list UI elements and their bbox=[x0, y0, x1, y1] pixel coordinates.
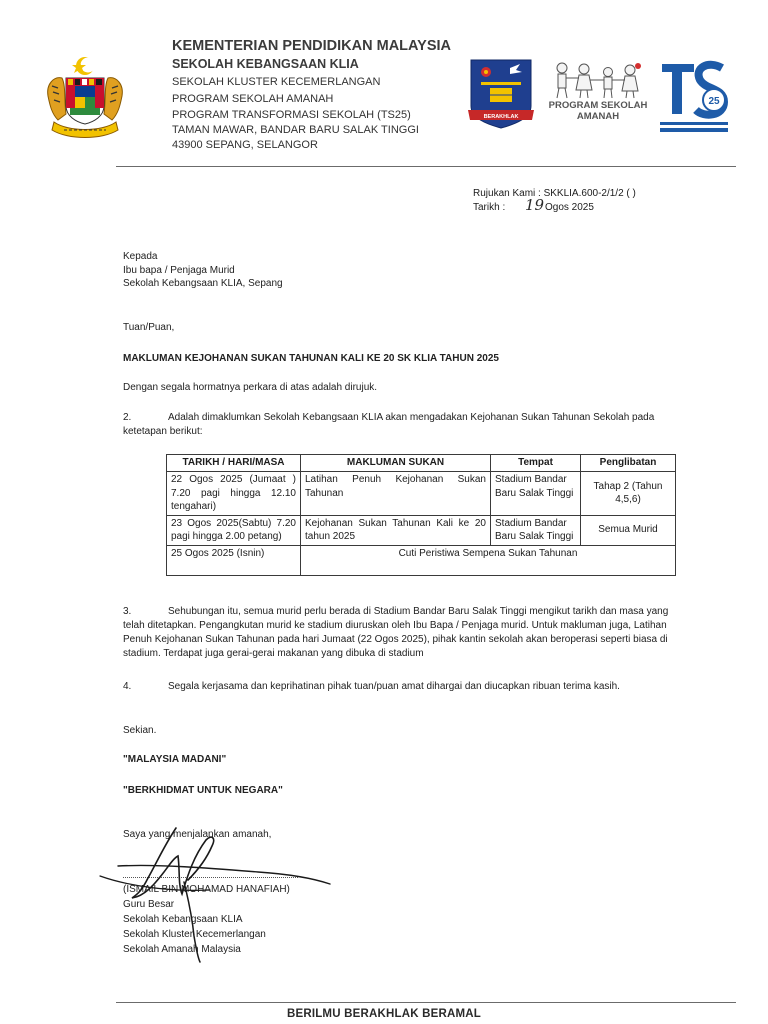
badge-ribbon-text: BERAKHLAK bbox=[483, 114, 519, 120]
table-cell-date: 25 Ogos 2025 (Isnin) bbox=[167, 545, 301, 575]
paragraph-number: 4. bbox=[123, 681, 132, 692]
reference-sentence: Dengan segala hormatnya perkara di atas adalah dirujuk. bbox=[123, 382, 378, 393]
footer-motto: BERILMU BERAKHLAK BERAMAL bbox=[286, 1008, 482, 1020]
table-cell-date: 22 Ogos 2025 (Jumaat ) 7.20 pagi hingga 12.10 tengahari) bbox=[167, 472, 301, 516]
svg-text:25: 25 bbox=[708, 96, 720, 107]
signatory-school: Sekolah Kebangsaan KLIA bbox=[123, 914, 243, 925]
letter-subject: MAKLUMAN KEJOHANAN SUKAN TAHUNAN KALI KE 20 SK KLIA TAHUN 2025 bbox=[123, 353, 499, 364]
table-row bbox=[167, 515, 676, 545]
letterhead-line: SEKOLAH KLUSTER KECEMERLANGAN bbox=[172, 76, 381, 88]
salutation: Tuan/Puan, bbox=[123, 322, 175, 333]
column-header: MAKLUMAN SUKAN bbox=[301, 455, 491, 472]
malaysia-coat-of-arms-logo bbox=[44, 56, 126, 140]
letterhead-line: TAMAN MAWAR, BANDAR BARU SALAK TINGGI bbox=[172, 124, 419, 136]
paragraph-2-text: Adalah dimaklumkan Sekolah Kebangsaan KLIA akan mengadakan Kejohanan Sukan Tahunan Sekolah pada ketetapan berikut: bbox=[123, 412, 655, 437]
table-header-row bbox=[167, 455, 676, 472]
table-cell-participation: Semua Murid bbox=[581, 515, 676, 545]
date-label: Tarikh : bbox=[473, 202, 506, 213]
motto-malaysia-madani: "MALAYSIA MADANI" bbox=[123, 754, 227, 765]
table-row bbox=[167, 545, 676, 575]
column-header: Penglibatan bbox=[581, 455, 676, 472]
schedule-table bbox=[166, 454, 676, 576]
letterhead-line: PROGRAM TRANSFORMASI SEKOLAH (TS25) bbox=[172, 109, 411, 121]
signatory-title: Guru Besar bbox=[123, 899, 175, 910]
school-badge-logo bbox=[466, 58, 536, 134]
signatory-amanah: Sekolah Amanah Malaysia bbox=[123, 944, 241, 955]
letterhead-line: PROGRAM SEKOLAH AMANAH bbox=[172, 93, 334, 105]
table-cell-place: Stadium Bandar Baru Salak Tinggi bbox=[491, 515, 581, 545]
table-cell-date: 23 Ogos 2025(Sabtu) 7.20 pagi hingga 2.00 petang) bbox=[167, 515, 301, 545]
column-header: Tempat bbox=[491, 455, 581, 472]
table-cell-place: Stadium Bandar Baru Salak Tinggi bbox=[491, 472, 581, 516]
ministry-name: KEMENTERIAN PENDIDIKAN MALAYSIA bbox=[172, 38, 452, 54]
school-name: SEKOLAH KEBANGSAAN KLIA bbox=[172, 57, 359, 71]
motto-berkhidmat: "BERKHIDMAT UNTUK NEGARA" bbox=[123, 785, 283, 796]
table-cell-participation: Tahap 2 (Tahun 4,5,6) bbox=[581, 472, 676, 516]
trust-line: Saya yang menjalankan amanah, bbox=[123, 829, 272, 840]
signatory-name: (ISMAIL BIN MOHAMAD HANAFIAH) bbox=[123, 884, 290, 895]
table-cell-note: Cuti Peristiwa Sempena Sukan Tahunan bbox=[301, 545, 676, 575]
handwritten-signature bbox=[98, 812, 348, 964]
letterhead-line: 43900 SEPANG, SELANGOR bbox=[172, 139, 318, 151]
recipient-line: Sekolah Kebangsaan KLIA, Sepang bbox=[123, 278, 283, 289]
recipient-line: Ibu bapa / Penjaga Murid bbox=[123, 265, 235, 276]
date-day-handwritten: 19 bbox=[525, 196, 545, 214]
paragraph-3-text: Sehubungan itu, semua murid perlu berada di Stadium Bandar Baru Salak Tinggi mengikut tarikh dan masa yang telah ditetapkan. Pengangkutan murid ke stadium diuruskan oleh Ibu Bapa / Penjaga murid. Untuk makluman juga, Latihan Penuh Kejohanan Sukan Tahunan pada hari Jumaat (22 Ogos 2025), pihak kantin sekolah akan beroperasi seperti biasa di stadium. Terdapat juga gerai-gerai makanan yang dibuka di stadium bbox=[123, 606, 669, 659]
paragraph-number: 2. bbox=[123, 412, 132, 423]
date-month-year: Ogos 2025 bbox=[545, 202, 594, 213]
amanah-logo-text: PROGRAM SEKOLAH AMANAH bbox=[548, 100, 648, 122]
letterhead-divider bbox=[116, 166, 736, 167]
program-sekolah-amanah-logo bbox=[542, 60, 654, 124]
paragraph-number: 3. bbox=[123, 606, 132, 617]
table-cell-info: Latihan Penuh Kejohanan Sukan Tahunan bbox=[301, 472, 491, 516]
table-cell-info: Kejohanan Sukan Tahunan Kali ke 20 tahun 2025 bbox=[301, 515, 491, 545]
recipient-label: Kepada bbox=[123, 251, 158, 262]
signatory-cluster: Sekolah Kluster Kecemerlangan bbox=[123, 929, 266, 940]
paragraph-4-text: Segala kerjasama dan keprihatinan pihak tuan/puan amat dihargai dan diucapkan ribuan terima kasih. bbox=[168, 681, 620, 692]
reference-number: Rujukan Kami : SKKLIA.600-2/1/2 ( ) bbox=[473, 188, 636, 199]
column-header: TARIKH / HARI/MASA bbox=[167, 455, 301, 472]
table-row bbox=[167, 472, 676, 516]
ts25-logo bbox=[658, 58, 730, 136]
closing-word: Sekian. bbox=[123, 725, 157, 736]
children-figures-icon bbox=[550, 60, 646, 100]
footer-divider bbox=[116, 1002, 736, 1003]
